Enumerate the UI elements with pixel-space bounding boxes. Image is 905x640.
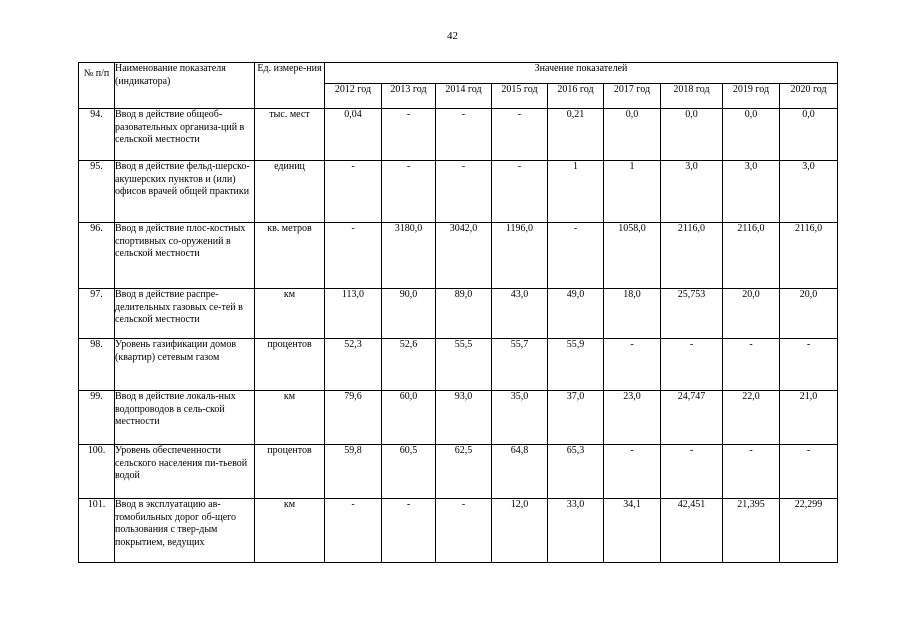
indicator-name: Уровень обеспеченности сельского населения пи-тьевой водой: [115, 445, 255, 499]
value-cell: 52,3: [325, 339, 382, 391]
value-cell: -: [325, 223, 382, 289]
value-cell: 0,0: [604, 109, 661, 161]
value-cell: -: [325, 161, 382, 223]
value-cell: 2116,0: [780, 223, 838, 289]
value-cell: -: [436, 109, 492, 161]
value-cell: 49,0: [548, 289, 604, 339]
value-cell: 79,6: [325, 391, 382, 445]
value-cell: -: [604, 445, 661, 499]
table-row: [79, 223, 838, 289]
table-row: [79, 339, 838, 391]
value-cell: -: [604, 339, 661, 391]
value-cell: 60,0: [382, 391, 436, 445]
value-cell: 89,0: [436, 289, 492, 339]
value-cell: 64,8: [492, 445, 548, 499]
value-cell: 35,0: [492, 391, 548, 445]
row-number: 94.: [79, 109, 115, 161]
value-cell: 1: [548, 161, 604, 223]
value-cell: 23,0: [604, 391, 661, 445]
value-cell: 43,0: [492, 289, 548, 339]
table-row: [79, 391, 838, 445]
value-cell: -: [436, 499, 492, 563]
value-cell: 24,747: [661, 391, 723, 445]
year-header: 2015 год: [492, 84, 548, 109]
unit-cell: процентов: [255, 445, 325, 499]
year-header: 2018 год: [661, 84, 723, 109]
indicator-name: Ввод в действие локаль-ных водопроводов в сель-ской местности: [115, 391, 255, 445]
year-header: 2012 год: [325, 84, 382, 109]
value-cell: 1: [604, 161, 661, 223]
indicator-name: Ввод в эксплуатацию ав-томобильных дорог об-щего пользования с твер-дым покрытием, ведущих: [115, 499, 255, 563]
unit-cell: км: [255, 391, 325, 445]
value-cell: 20,0: [780, 289, 838, 339]
value-cell: -: [382, 161, 436, 223]
value-cell: 0,04: [325, 109, 382, 161]
value-cell: 60,5: [382, 445, 436, 499]
value-cell: 25,753: [661, 289, 723, 339]
value-cell: 34,1: [604, 499, 661, 563]
indicator-name: Ввод в действие общеоб-разовательных организа-ций в сельской местности: [115, 109, 255, 161]
value-cell: 2116,0: [723, 223, 780, 289]
table-row: [79, 109, 838, 161]
value-cell: 20,0: [723, 289, 780, 339]
unit-cell: единиц: [255, 161, 325, 223]
indicator-name: Ввод в действие распре-делительных газовых се-тей в сельской местности: [115, 289, 255, 339]
value-cell: 33,0: [548, 499, 604, 563]
value-cell: -: [780, 445, 838, 499]
value-cell: 55,9: [548, 339, 604, 391]
unit-cell: тыс. мест: [255, 109, 325, 161]
table-body: [79, 109, 838, 563]
indicator-name: Ввод в действие плос-костных спортивных со-оружений в сельской местности: [115, 223, 255, 289]
value-cell: -: [492, 161, 548, 223]
value-cell: 3042,0: [436, 223, 492, 289]
row-number: 96.: [79, 223, 115, 289]
indicator-name: Уровень газификации домов (квартир) сетевым газом: [115, 339, 255, 391]
indicators-table: [78, 62, 838, 563]
unit-cell: процентов: [255, 339, 325, 391]
value-cell: 90,0: [382, 289, 436, 339]
row-number: 99.: [79, 391, 115, 445]
value-cell: 0,21: [548, 109, 604, 161]
value-cell: -: [436, 161, 492, 223]
row-number: 100.: [79, 445, 115, 499]
value-cell: -: [780, 339, 838, 391]
table-row: [79, 499, 838, 563]
value-cell: -: [382, 499, 436, 563]
row-number: 97.: [79, 289, 115, 339]
value-cell: -: [661, 445, 723, 499]
value-cell: -: [723, 339, 780, 391]
value-cell: 93,0: [436, 391, 492, 445]
col-header-num: № п/п: [79, 63, 115, 109]
value-cell: -: [723, 445, 780, 499]
value-cell: 3,0: [723, 161, 780, 223]
table-row: [79, 445, 838, 499]
row-number: 101.: [79, 499, 115, 563]
year-header: 2014 год: [436, 84, 492, 109]
value-cell: 55,7: [492, 339, 548, 391]
value-cell: 1196,0: [492, 223, 548, 289]
unit-cell: км: [255, 499, 325, 563]
value-cell: 3,0: [661, 161, 723, 223]
header-row: [79, 63, 838, 84]
value-cell: 55,5: [436, 339, 492, 391]
indicator-name: Ввод в действие фельд-шерско-акушерских пунктов и (или) офисов врачей общей практики: [115, 161, 255, 223]
col-header-name: Наименование показателя (индикатора): [115, 63, 255, 109]
year-header: 2019 год: [723, 84, 780, 109]
year-header: 2013 год: [382, 84, 436, 109]
value-cell: 0,0: [780, 109, 838, 161]
value-cell: 21,395: [723, 499, 780, 563]
year-header: 2020 год: [780, 84, 838, 109]
value-cell: 22,299: [780, 499, 838, 563]
year-header: 2016 год: [548, 84, 604, 109]
value-cell: -: [492, 109, 548, 161]
page-number: 42: [447, 30, 458, 42]
value-cell: 3180,0: [382, 223, 436, 289]
col-header-values: Значение показателей: [325, 63, 838, 84]
value-cell: 59,8: [325, 445, 382, 499]
value-cell: 22,0: [723, 391, 780, 445]
value-cell: 65,3: [548, 445, 604, 499]
value-cell: 62,5: [436, 445, 492, 499]
value-cell: 0,0: [661, 109, 723, 161]
value-cell: 2116,0: [661, 223, 723, 289]
value-cell: 12,0: [492, 499, 548, 563]
value-cell: 0,0: [723, 109, 780, 161]
value-cell: -: [325, 499, 382, 563]
table-row: [79, 161, 838, 223]
row-number: 98.: [79, 339, 115, 391]
unit-cell: км: [255, 289, 325, 339]
value-cell: 1058,0: [604, 223, 661, 289]
value-cell: 3,0: [780, 161, 838, 223]
row-number: 95.: [79, 161, 115, 223]
value-cell: 21,0: [780, 391, 838, 445]
value-cell: 18,0: [604, 289, 661, 339]
value-cell: -: [382, 109, 436, 161]
value-cell: -: [661, 339, 723, 391]
value-cell: 52,6: [382, 339, 436, 391]
unit-cell: кв. метров: [255, 223, 325, 289]
table-row: [79, 289, 838, 339]
value-cell: 42,451: [661, 499, 723, 563]
col-header-unit: Ед. измере-ния: [255, 63, 325, 109]
year-header: 2017 год: [604, 84, 661, 109]
value-cell: 113,0: [325, 289, 382, 339]
value-cell: 37,0: [548, 391, 604, 445]
value-cell: -: [548, 223, 604, 289]
